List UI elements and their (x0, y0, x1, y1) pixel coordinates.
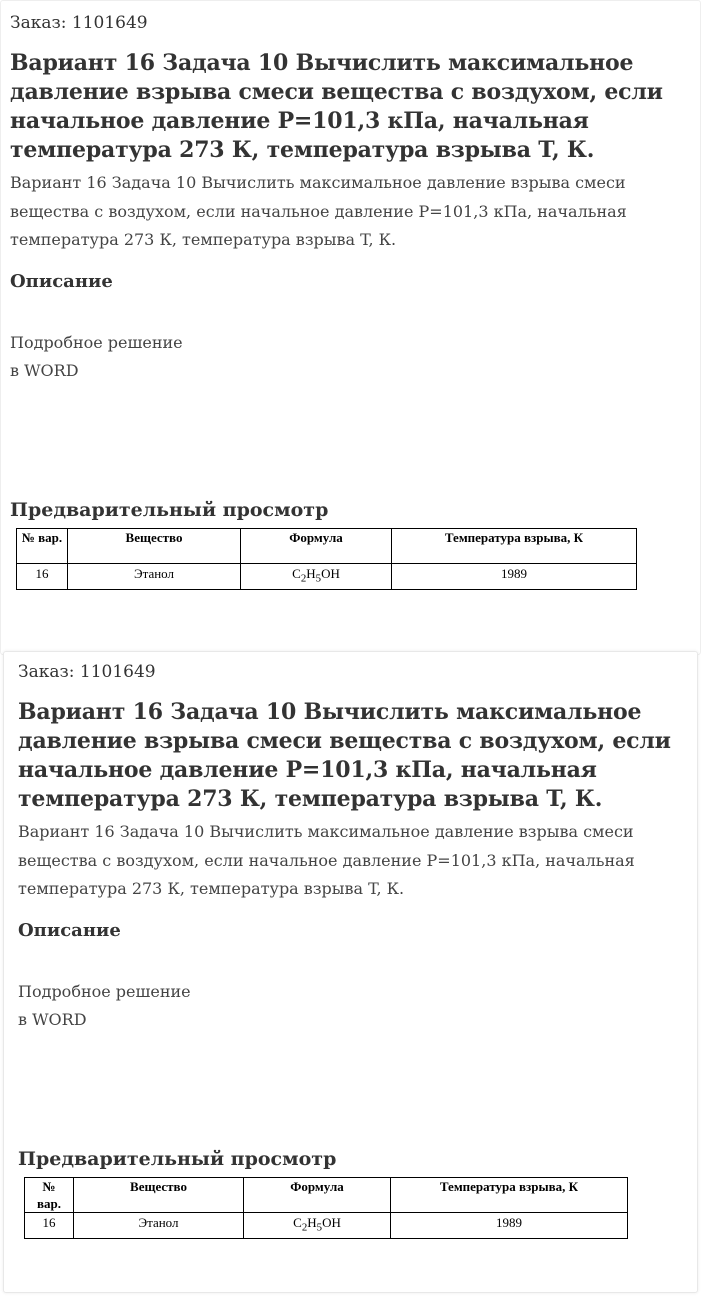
formula-part: H (306, 565, 316, 581)
table-cell-temperature: 1989 (391, 1212, 628, 1238)
table-cell-formula (244, 1212, 391, 1238)
table-header-cell: Формула (241, 528, 392, 563)
table-cell-variant: 16 (25, 1212, 74, 1238)
description-heading: Описание (10, 270, 113, 292)
preview-table (24, 1177, 628, 1239)
table-row (25, 1212, 628, 1238)
formula-part: C (292, 565, 301, 581)
table-cell-formula (241, 563, 392, 589)
product-title: Вариант 16 Задача 10 Вычислить максимальное давление взрыва смеси вещества с воздухом, если начальное давление P=101,3 кПа, начальная температура 273 К, температура взрыва T, К. (18, 699, 671, 812)
table-cell-temperature: 1989 (392, 563, 637, 589)
description-line: в WORD (18, 1009, 87, 1029)
table-header-cell: № вар. (25, 1177, 74, 1212)
product-card (3, 651, 698, 1293)
table-header-row (17, 528, 637, 563)
product-lead: Вариант 16 Задача 10 Вычислить максимальное давление взрыва смеси вещества с воздухом, если начальное давление P=101,3 кПа, начальная температура 273 К, температура взрыва T, К. (10, 173, 627, 249)
description-text (18, 978, 683, 1146)
description-line: Подробное решение (10, 332, 183, 352)
preview-heading: Предварительный просмотр (10, 498, 329, 521)
product-lead: Вариант 16 Задача 10 Вычислить максимальное давление взрыва смеси вещества с воздухом, если начальное давление P=101,3 кПа, начальная температура 273 К, температура взрыва T, К. (18, 822, 635, 898)
description-line: в WORD (10, 360, 79, 380)
table-header-cell: Вещество (68, 528, 241, 563)
formula-part: C (293, 1214, 302, 1230)
formula-part: OH (322, 1214, 341, 1230)
description-heading: Описание (18, 919, 121, 941)
table-cell-variant: 16 (17, 563, 68, 589)
formula-sub: 2 (300, 572, 307, 585)
product-title: Вариант 16 Задача 10 Вычислить максимальное давление взрыва смеси вещества с воздухом, если начальное давление P=101,3 кПа, начальная температура 273 К, температура взрыва T, К. (10, 50, 663, 163)
order-number: Заказ: 1101649 (18, 662, 156, 682)
table-header-cell: Вещество (74, 1177, 244, 1212)
table-header-row (25, 1177, 628, 1212)
description-line: Подробное решение (18, 981, 191, 1001)
formula-sub: 5 (316, 1221, 323, 1234)
table-header-cell: Температура взрыва, К (392, 528, 637, 563)
order-number: Заказ: 1101649 (10, 13, 148, 33)
table-row (17, 563, 637, 589)
formula-sub: 2 (301, 1221, 308, 1234)
preview-table (16, 528, 637, 590)
table-header-cell: Температура взрыва, К (391, 1177, 628, 1212)
table-cell-substance: Этанол (74, 1212, 244, 1238)
formula-part: OH (321, 565, 340, 581)
formula-part: H (307, 1214, 317, 1230)
description-text (10, 329, 691, 497)
preview-heading: Предварительный просмотр (18, 1147, 337, 1170)
formula-sub: 5 (315, 572, 322, 585)
table-header-cell: Формула (244, 1177, 391, 1212)
table-header-cell: № вар. (17, 528, 68, 563)
table-cell-substance: Этанол (68, 563, 241, 589)
